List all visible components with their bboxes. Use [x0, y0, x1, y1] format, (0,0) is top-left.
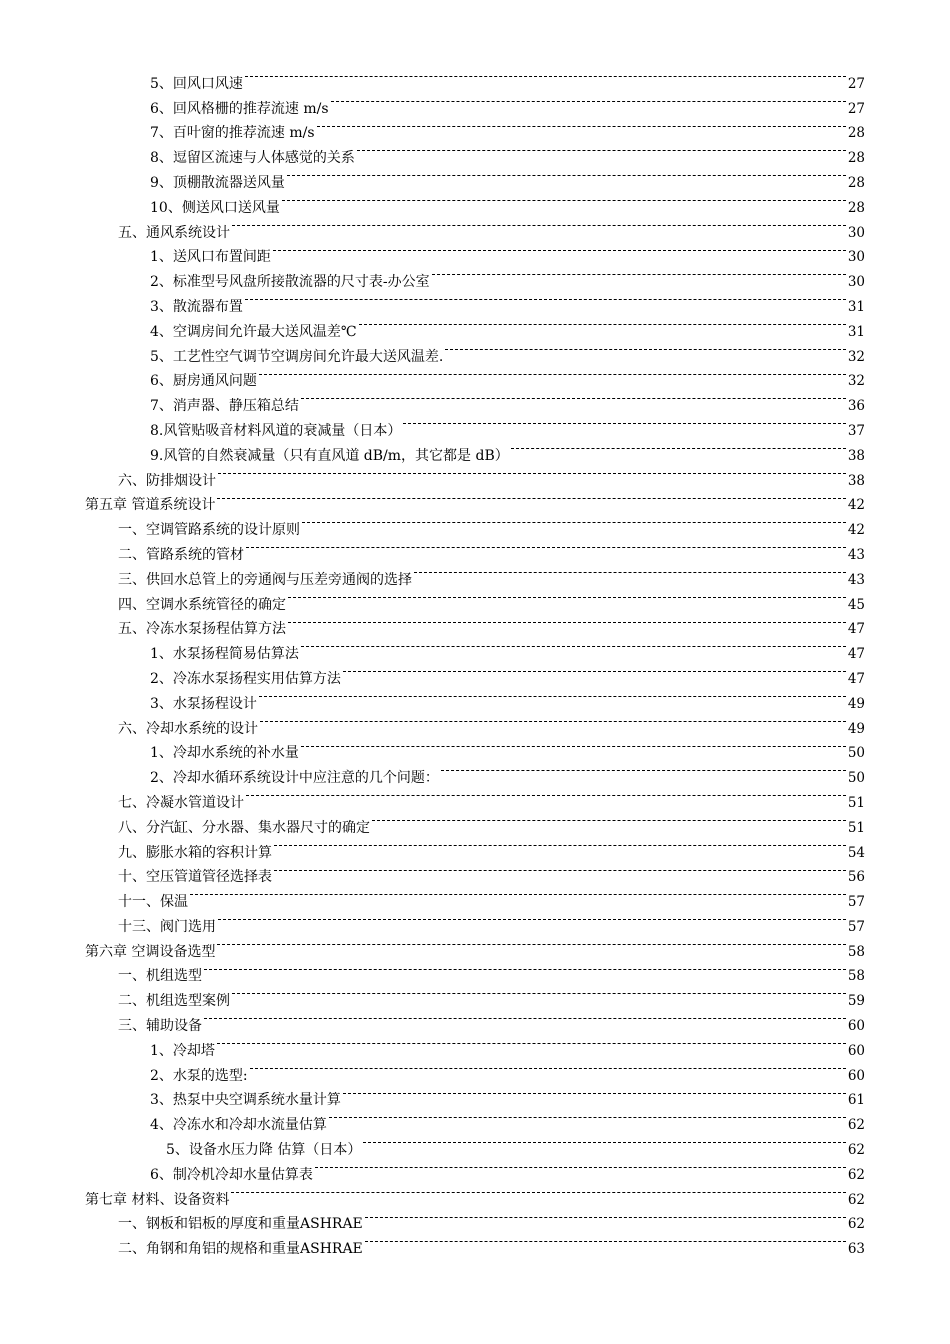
toc-entry[interactable] [0, 757, 950, 787]
toc-entry[interactable] [0, 261, 950, 291]
toc-entry-page-number: 27 [847, 100, 865, 117]
toc-entry-title: 三、辅助设备 [118, 1018, 202, 1035]
toc-entry-page-number: 42 [847, 497, 865, 514]
dot-leader [430, 261, 848, 286]
toc-entry-title: 一、钢板和铝板的厚度和重量ASHRAE [118, 1216, 363, 1233]
toc-entry-page-number: 51 [847, 794, 865, 811]
toc-entry-title: 2、标准型号风盘所接散流器的尺寸表-办公室 [150, 274, 430, 291]
toc-entry[interactable] [0, 683, 950, 712]
toc-entry-title: 二、角钢和角铝的规格和重量ASHRAE [118, 1241, 363, 1258]
toc-entry[interactable] [0, 782, 950, 811]
toc-entry-title: 9、顶棚散流器送风量 [150, 174, 285, 191]
toc-entry-page-number: 54 [847, 844, 865, 861]
toc-entry-page-number: 47 [847, 621, 865, 638]
toc-entry-page-number: 42 [847, 522, 865, 539]
toc-entry-title: 2、水泵的选型: [150, 1067, 248, 1084]
toc-entry-page-number: 58 [847, 968, 865, 985]
toc-entry-page-number: 47 [847, 646, 865, 663]
dot-leader [216, 460, 848, 485]
toc-entry-page-number: 60 [847, 1042, 865, 1059]
dot-leader [299, 385, 848, 410]
toc-entry-page-number: 31 [847, 323, 865, 340]
toc-entry-title: 七、冷凝水管道设计 [118, 794, 244, 811]
toc-entry-title: 八、分汽缸、分水器、集水器尺寸的确定 [118, 819, 370, 836]
dot-leader [280, 187, 848, 212]
dot-leader [258, 708, 848, 733]
toc-entry[interactable] [0, 137, 950, 167]
toc-entry[interactable] [0, 435, 950, 464]
dot-leader [341, 1080, 848, 1105]
toc-entry-page-number: 32 [847, 373, 865, 390]
dot-leader [202, 956, 848, 981]
dot-leader [363, 1228, 848, 1253]
toc-entry-title: 二、管路系统的管材 [118, 546, 244, 563]
toc-entry[interactable] [0, 113, 950, 142]
toc-entry-title: 四、空调水系统管径的确定 [118, 596, 286, 613]
toc-entry-title: 十、空压管道管径选择表 [118, 869, 272, 886]
toc-entry-title: 二、机组选型案例 [118, 993, 230, 1010]
toc-entry-page-number: 36 [847, 398, 865, 415]
dot-leader [243, 286, 848, 311]
dot-leader [215, 1030, 848, 1055]
toc-entry-title: 6、厨房通风问题 [150, 373, 257, 390]
toc-entry-title: 九、膨胀水箱的容积计算 [118, 844, 272, 861]
toc-entry-page-number: 28 [847, 150, 865, 167]
dot-leader [355, 137, 848, 162]
dot-leader [216, 906, 848, 931]
toc-entry-page-number: 60 [847, 1018, 865, 1035]
toc-entry-title: 4、空调房间允许最大送风温差℃ [150, 323, 357, 340]
toc-entry-title: 2、冷冻水泵扬程实用估算方法 [150, 670, 341, 687]
toc-entry-page-number: 30 [847, 274, 865, 291]
toc-entry-page-number: 28 [847, 125, 865, 142]
toc-entry-title: 5、工艺性空气调节空调房间允许最大送风温差. [150, 348, 444, 365]
toc-entry-page-number: 43 [847, 571, 865, 588]
toc-entry[interactable] [0, 212, 950, 241]
toc-entry[interactable] [0, 187, 950, 216]
toc-entry-page-number: 38 [847, 472, 865, 489]
dot-leader [439, 757, 848, 782]
toc-entry-page-number: 62 [847, 1142, 865, 1159]
toc-entry-title: 6、制冷机冷却水量估算表 [150, 1166, 313, 1183]
toc-entry-page-number: 62 [847, 1166, 865, 1183]
toc-entry-page-number: 62 [847, 1191, 865, 1208]
toc-entry-page-number: 63 [847, 1241, 865, 1258]
toc-entry-page-number: 57 [847, 894, 865, 911]
dot-leader [230, 212, 848, 237]
dot-leader [243, 63, 848, 88]
dot-leader [299, 733, 848, 758]
dot-leader [257, 683, 848, 708]
toc-entry-page-number: 43 [847, 546, 865, 563]
toc-entry[interactable] [0, 162, 950, 191]
toc-entry-title: 五、通风系统设计 [118, 224, 230, 241]
dot-leader [257, 361, 848, 386]
dot-leader [286, 584, 848, 609]
toc-entry[interactable] [0, 63, 950, 92]
dot-leader [188, 881, 848, 906]
toc-entry-page-number: 49 [847, 720, 865, 737]
toc-entry-title: 三、供回水总管上的旁通阀与压差旁通阀的选择 [118, 571, 412, 588]
dot-leader [341, 658, 848, 683]
dot-leader [315, 113, 848, 138]
toc-entry-title: 8.风管贴吸音材料风道的衰减量（日本） [150, 422, 402, 439]
dot-leader [313, 1154, 848, 1179]
toc-entry-title: 六、冷却水系统的设计 [118, 720, 258, 737]
dot-leader [361, 1129, 847, 1154]
toc-entry-title: 2、冷却水循环系统设计中应注意的几个问题： [150, 770, 439, 787]
toc-entry-title: 1、冷却塔 [150, 1042, 215, 1059]
toc-entry-title: 6、回风格栅的推荐流速 m/s [150, 100, 329, 117]
toc-entry-page-number: 51 [847, 819, 865, 836]
toc-entry-page-number: 62 [847, 1216, 865, 1233]
dot-leader [509, 435, 848, 460]
dot-leader [300, 509, 848, 534]
toc-entry[interactable] [0, 286, 950, 315]
toc-entry-title: 六、防排烟设计 [118, 472, 216, 489]
toc-entry-page-number: 28 [847, 199, 865, 216]
toc-entry[interactable] [0, 1104, 950, 1134]
toc-entry-title: 5、回风口风速 [150, 75, 243, 92]
toc-entry-page-number: 58 [847, 943, 865, 960]
toc-entry-title: 第五章 管道系统设计 [85, 497, 216, 514]
toc-entry[interactable] [0, 361, 950, 390]
toc-entry-page-number: 47 [847, 670, 865, 687]
toc-entry-title: 7、消声器、静压箱总结 [150, 398, 299, 415]
toc-entry-title: 3、散流器布置 [150, 298, 243, 315]
dot-leader [327, 1104, 848, 1129]
toc-entry-title: 十三、阀门选用 [118, 918, 216, 935]
dot-leader [244, 534, 848, 559]
dot-leader [244, 782, 848, 807]
toc-entry-title: 1、送风口布置间距 [150, 249, 271, 266]
toc-entry-page-number: 49 [847, 695, 865, 712]
dot-leader [215, 931, 847, 956]
toc-entry-page-number: 61 [847, 1092, 865, 1109]
toc-entry[interactable] [0, 1179, 950, 1208]
toc-entry-page-number: 60 [847, 1067, 865, 1084]
toc-entry-title: 3、水泵扬程设计 [150, 695, 257, 712]
toc-entry[interactable] [0, 658, 950, 687]
toc-entry-title: 5、设备水压力降 估算（日本） [166, 1142, 362, 1159]
toc-entry[interactable] [0, 1080, 950, 1109]
dot-leader [299, 633, 848, 658]
toc-entry[interactable] [0, 1055, 950, 1084]
toc-entry[interactable] [0, 1154, 950, 1183]
toc-entry[interactable] [0, 88, 950, 117]
toc-entry-page-number: 32 [847, 348, 865, 365]
dot-leader [443, 336, 847, 361]
toc-entry[interactable] [0, 708, 950, 737]
toc-entry-title: 10、侧送风口送风量 [150, 199, 280, 216]
toc-entry-page-number: 56 [847, 869, 865, 886]
toc-entry-page-number: 62 [847, 1117, 865, 1134]
toc-entry-title: 8、逗留区流速与人体感觉的关系 [150, 150, 355, 167]
toc-entry-title: 一、空调管路系统的设计原则 [118, 522, 300, 539]
dot-leader [215, 485, 847, 510]
toc-entry[interactable] [0, 410, 950, 439]
toc-entry-page-number: 57 [847, 918, 865, 935]
toc-entry-page-number: 50 [847, 770, 865, 787]
toc-entry-page-number: 50 [847, 745, 865, 762]
toc-entry[interactable] [0, 336, 950, 365]
dot-leader [412, 559, 848, 584]
dot-leader [248, 1055, 848, 1080]
dot-leader [230, 980, 848, 1005]
toc-entry-page-number: 38 [847, 447, 865, 464]
toc-entry-title: 4、冷冻水和冷却水流量估算 [150, 1117, 327, 1134]
dot-leader [357, 311, 848, 336]
toc-entry-title: 一、机组选型 [118, 968, 202, 985]
dot-leader [401, 410, 847, 435]
toc-entry[interactable] [0, 460, 950, 489]
dot-leader [271, 237, 848, 262]
toc-entry-page-number: 30 [847, 249, 865, 266]
toc-entry[interactable] [0, 311, 950, 340]
toc-entry-title: 第六章 空调设备选型 [85, 943, 216, 960]
dot-leader [363, 1204, 848, 1229]
toc-entry-page-number: 31 [847, 298, 865, 315]
toc-entry-page-number: 45 [847, 596, 865, 613]
toc-entry-page-number: 27 [847, 75, 865, 92]
toc-entry-title: 9.风管的自然衰减量（只有直风道 dB/m，其它都是 dB） [150, 447, 509, 464]
dot-leader [285, 162, 848, 187]
table-of-contents [0, 63, 950, 1258]
toc-entry-title: 3、热泵中央空调系统水量计算 [150, 1092, 341, 1109]
toc-entry-title: 1、水泵扬程简易估算法 [150, 646, 299, 663]
dot-leader [370, 807, 848, 832]
dot-leader [272, 857, 848, 882]
dot-leader [229, 1179, 847, 1204]
toc-entry-page-number: 59 [847, 993, 865, 1010]
toc-entry-title: 第七章 材料、设备资料 [85, 1191, 230, 1208]
toc-entry-page-number: 30 [847, 224, 865, 241]
toc-entry-page-number: 28 [847, 174, 865, 191]
dot-leader [286, 609, 848, 634]
toc-entry[interactable] [0, 1129, 950, 1159]
dot-leader [329, 88, 848, 113]
dot-leader [202, 1005, 848, 1030]
toc-entry-title: 十一、保温 [118, 894, 188, 911]
toc-entry[interactable] [0, 385, 950, 415]
toc-entry-title: 7、百叶窗的推荐流速 m/s [150, 125, 315, 142]
toc-entry-title: 1、冷却水系统的补水量 [150, 745, 299, 762]
toc-entry-page-number: 37 [847, 422, 865, 439]
dot-leader [272, 832, 848, 857]
toc-entry-title: 五、冷冻水泵扬程估算方法 [118, 621, 286, 638]
